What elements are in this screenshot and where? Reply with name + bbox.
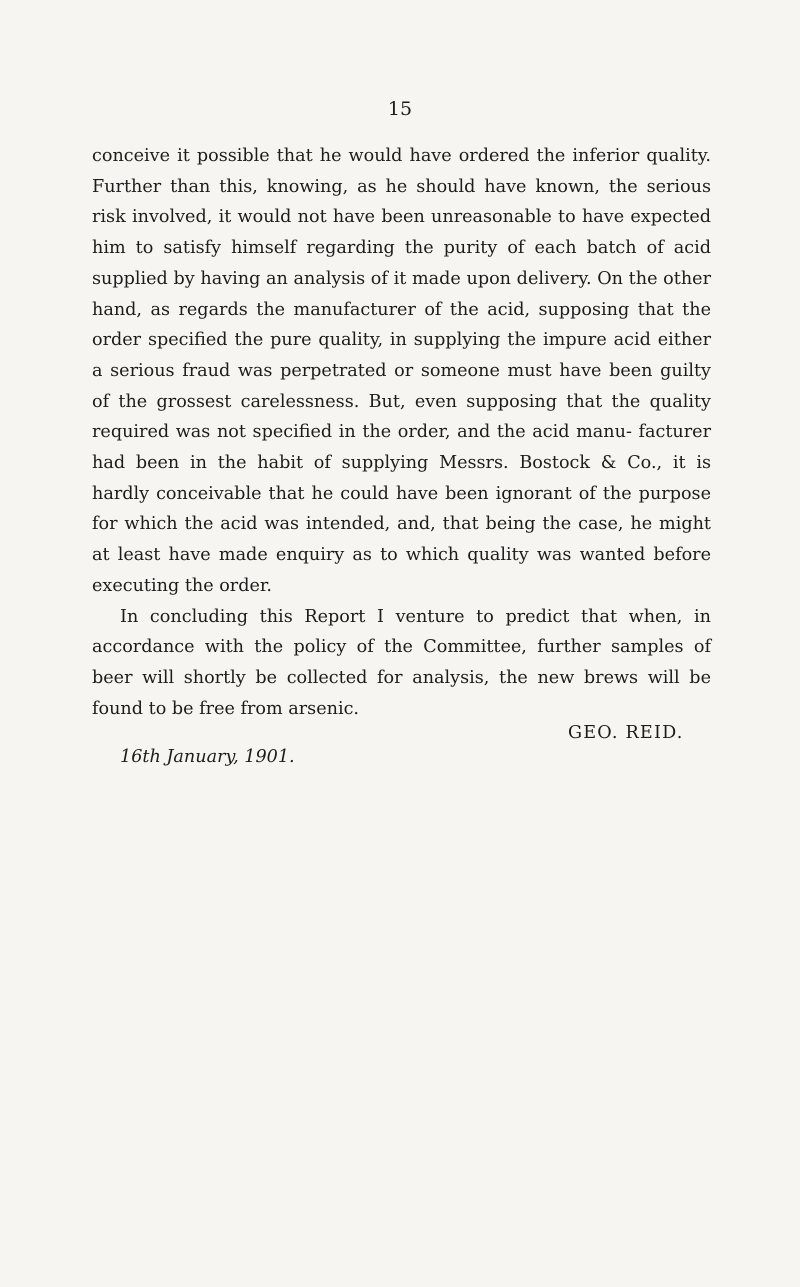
report-date: 16th January, 1901. <box>120 747 295 767</box>
page-number: 15 <box>387 98 413 120</box>
paragraph-concluding-prediction: In concluding this Report I venture to predict that when, in accordance with the policy of the Committee, further samples of beer will shortly be collected for analysis, the new brews will be found to be free from arsenic. <box>92 606 711 719</box>
author-signature: GEO. REID. <box>568 723 684 743</box>
paragraph-arsenic-acid-responsibility: conceive it possible that he would have ordered the inferior quality. Further than this, knowing, as he should have known, the serious risk involved, it would not have been unreasonable to have expected him to satisfy himself regarding the purity of each batch of acid supplied by having an analysis of it made upon delivery. On the other hand, as regards the manufacturer of the acid, supposing that the order specified the pure quality, in supplying the impure acid either a serious fraud was perpetrated or someone must have been guilty of the grossest carelessness. But, even supposing that the quality required was not specified in the order, and the acid manu- facturer had been in the habit of supplying Messrs. Bostock & Co., it is hardly conceivable that he could have been ignorant of the purpose for which the acid was intended, and, that being the case, he might at least have made enquiry as to which quality was wanted before executing the order. <box>92 146 711 596</box>
body-text <box>92 141 711 724</box>
